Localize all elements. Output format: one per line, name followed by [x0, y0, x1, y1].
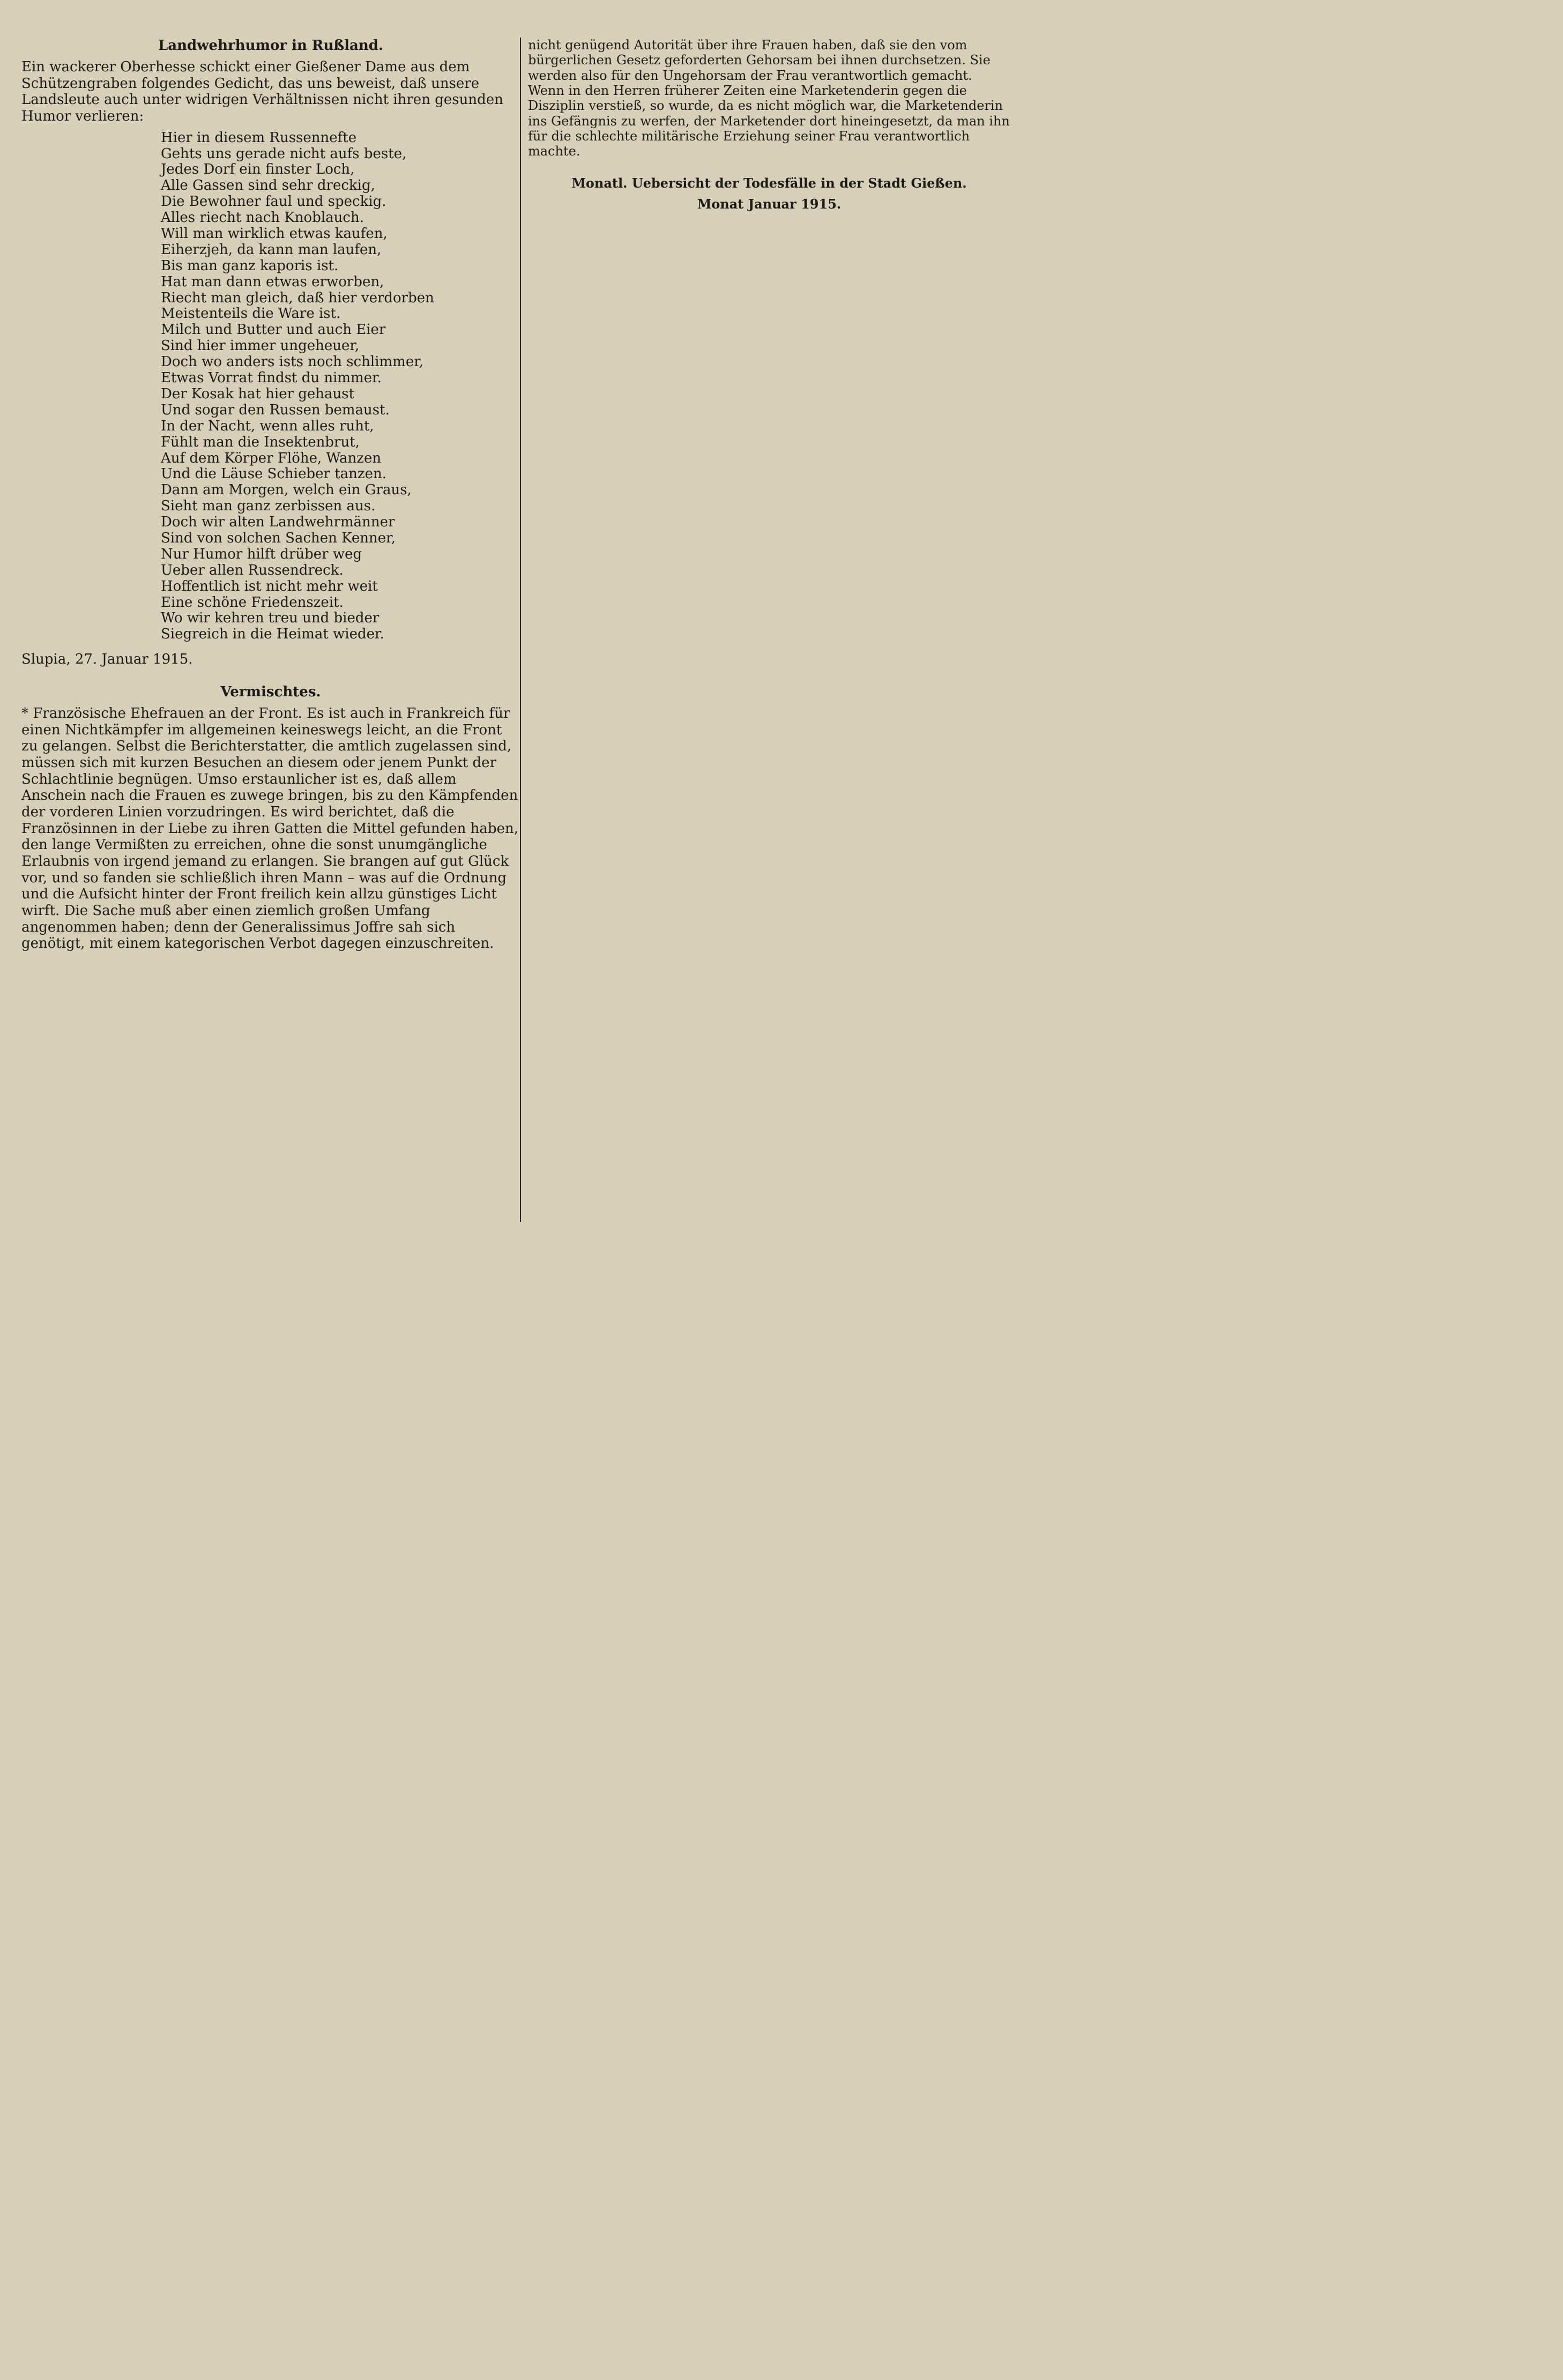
poem-line: Milch und Butter und auch Eier — [161, 322, 386, 338]
poem-signature: Slupia, 27. Januar 1915. — [21, 651, 193, 668]
poem-line: Hoffentlich ist nicht mehr weit — [161, 578, 378, 594]
poem-line: Eiherzjeh, da kann man laufen, — [161, 241, 382, 258]
poem-line: Ueber allen Russendreck. — [161, 562, 344, 578]
poem-line: Alle Gassen sind sehr dreckig, — [161, 177, 375, 194]
poem-line: Jedes Dorf ein finster Loch, — [161, 161, 355, 178]
poem-line: Doch wir alten Landwehrmänner — [161, 514, 395, 531]
poem-line: Eine schöne Friedenszeit. — [161, 594, 344, 611]
poem-line: Und die Läuse Schieber tanzen. — [161, 466, 387, 482]
poem-line: Will man wirklich etwas kaufen, — [161, 226, 388, 242]
misc-heading: Vermischtes. — [220, 683, 321, 700]
poem-line: Dann am Morgen, welch ein Graus, — [161, 482, 412, 499]
poem-line: Bis man ganz kaporis ist. — [161, 257, 339, 274]
poem-line: Riecht man gleich, daß hier verdorben — [161, 289, 434, 306]
poem-line: Hier in diesem Russennefte — [161, 129, 357, 146]
poem-line: Auf dem Körper Flöhe, Wanzen — [161, 450, 382, 466]
poem-line: Siegreich in die Heimat wieder. — [161, 626, 384, 643]
mortality-heading: Monatl. Uebersicht der Todesfälle in der Stadt Gießen. — [571, 175, 967, 191]
poem-line: Sieht man ganz zerbissen aus. — [161, 498, 376, 515]
poem-line: Meistenteils die Ware ist. — [161, 306, 341, 322]
misc-text: * Französische Ehefrauen an der Front. Es ist auch in Frankreich für einen Nichtkämpfer im allgemeinen keineswegs leicht, an die Front zu gelangen. Selbst die Berichterstatter, die amtlich zugelassen sind, müssen sich mit kurzen Besuchen an diesem oder jenem Punkt der Schlachtlinie begnügen. Umso erstaunlicher ist es, daß allem Anschein nach die Frauen es zuwege bringen, bis zu den Kämpfenden der vorderen Linien vorzudringen. Es wird berichtet, daß die Französinnen in der Liebe zu ihren Gatten die Mittel gefunden haben, den lange Vermißten zu erreichen, ohne die sonst unumgängliche Erlaubnis von irgend jemand zu erlangen. Sie brangen auf gut Glück vor, und so fanden sie schließlich ihren Mann – was auf die Ordnung und die Aufsicht hinter der Front freilich kein allzu günstiges Licht wirft. Die Sache muß aber einen ziemlich großen Umfang angenommen haben; denn der Generalissimus Joffre sah sich genötigt, mit einem kategorischen Verbot dagegen einzuschreiten. — [21, 705, 518, 952]
poem-line: Wo wir kehren treu und bieder — [161, 610, 379, 627]
poem-line: Hat man dann etwas erworben, — [161, 273, 384, 290]
poem-line: Nur Humor hilft drüber weg — [161, 546, 362, 562]
poem-line: Die Bewohner faul und speckig. — [161, 194, 386, 210]
poem-line: Fühlt man die Insektenbrut, — [161, 434, 360, 450]
poem — [21, 130, 520, 643]
poem-line: Gehts uns gerade nicht aufs beste, — [161, 145, 407, 162]
column-1 — [21, 38, 520, 957]
poem-heading: Landwehrhumor in Rußland. — [158, 38, 384, 54]
mortality-subheading: Monat Januar 1915. — [697, 196, 842, 212]
poem-line: Der Kosak hat hier gehaust — [161, 385, 355, 402]
poem-line: Doch wo anders ists noch schlimmer, — [161, 354, 424, 370]
poem-intro: Ein wackerer Oberhesse schickt einer Gießener Dame aus dem Schützengraben folgendes Gedicht, das uns beweist, daß unsere Landsleute auch unter widrigen Verhältnissen nicht ihren gesunden Humor verlieren: — [21, 59, 503, 125]
column-2 — [528, 38, 1010, 217]
column-divider — [520, 38, 521, 1222]
poem-line: Etwas Vorrat findst du nimmer. — [161, 370, 382, 386]
poem-line: Und sogar den Russen bemaust. — [161, 401, 390, 418]
column-2-text: nicht genügend Autorität über ihre Frauen haben, daß sie den vom bürgerlichen Gesetz geforderten Gehorsam bei ihnen durchsetzen. Sie werden also für den Ungehorsam der Frau verantwortlich gemacht. Wenn in den Herren früherer Zeiten eine Marketenderin gegen die Disziplin verstieß, so wurde, da es nicht möglich war, die Marketenderin ins Gefängnis zu werfen, der Marketender dort hineingesetzt, da man ihn für die schlechte militärische Erziehung seiner Frau verantwortlich machte. — [528, 38, 1010, 159]
poem-line: Sind hier immer ungeheuer, — [161, 338, 360, 354]
poem-line: In der Nacht, wenn alles ruht, — [161, 418, 374, 434]
poem-line: Sind von solchen Sachen Kenner, — [161, 530, 396, 546]
poem-line: Alles riecht nach Knoblauch. — [161, 210, 364, 226]
